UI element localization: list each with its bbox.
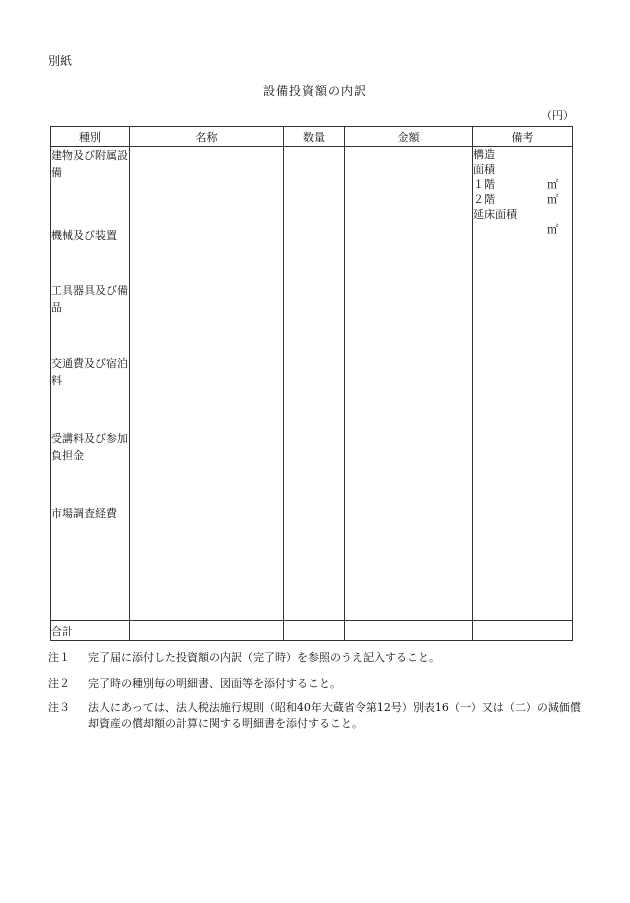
total-amount-cell xyxy=(345,621,473,641)
total-label: 合計 xyxy=(51,621,130,641)
amount-cell xyxy=(345,147,473,621)
document-title: 設備投資額の内訳 xyxy=(262,84,367,98)
total-name-cell xyxy=(130,621,284,641)
remarks-structure: 構造 xyxy=(473,148,495,161)
total-remarks-cell xyxy=(473,621,573,641)
table-body-row xyxy=(51,147,573,621)
note-2 xyxy=(48,676,588,692)
table-header-row xyxy=(51,127,573,147)
currency-unit: （円） xyxy=(541,109,574,122)
floor1-label: １階 xyxy=(473,178,495,191)
header-amount: 金額 xyxy=(345,127,473,147)
remarks-floor1 xyxy=(473,177,572,192)
quantity-cell xyxy=(284,147,345,621)
category-tools: 工具器具及び備品 xyxy=(51,284,128,314)
note-1-label: 注１ xyxy=(48,651,70,664)
investment-breakdown-table xyxy=(50,126,573,641)
note-1 xyxy=(48,650,588,666)
category-travel: 交通費及び宿泊料 xyxy=(51,357,128,387)
note-1-text: 完了届に添付した投資額の内訳（完了時）を参照のうえ記入すること。 xyxy=(88,651,440,664)
table-total-row xyxy=(51,621,573,641)
remarks-total-area-row xyxy=(473,222,572,237)
floor2-label: ２階 xyxy=(473,193,495,206)
category-buildings: 建物及び附属設備 xyxy=(51,149,128,179)
total-quantity-cell xyxy=(284,621,345,641)
floor1-unit: ㎡ xyxy=(547,178,558,191)
note-2-label: 注２ xyxy=(48,677,70,690)
header-type: 種別 xyxy=(51,127,130,147)
header-quantity: 数量 xyxy=(284,127,345,147)
remarks-cell xyxy=(473,147,573,621)
category-market-research: 市場調査経費 xyxy=(51,507,117,520)
total-area-unit: ㎡ xyxy=(547,223,558,236)
remarks-total-floor-area: 延床面積 xyxy=(473,208,517,221)
header-name: 名称 xyxy=(130,127,284,147)
header-remarks: 備考 xyxy=(473,127,573,147)
floor2-unit: ㎡ xyxy=(547,193,558,206)
note-3-text: 法人にあっては、法人税法施行規則（昭和40年大蔵省令第12号）別表16（一）又は（二）の減価償却資産の償却額の計算に関する明細書を添付すること。 xyxy=(88,701,581,730)
name-cell xyxy=(130,147,284,621)
category-tuition: 受講料及び参加負担金 xyxy=(51,432,128,462)
note-2-text: 完了時の種別毎の明細書、図面等を添付すること。 xyxy=(88,677,341,690)
attachment-label: 別紙 xyxy=(48,54,73,68)
remarks-area: 面積 xyxy=(473,163,495,176)
note-3 xyxy=(48,700,588,732)
remarks-floor2 xyxy=(473,192,572,207)
note-3-label: 注３ xyxy=(48,701,70,714)
category-machinery: 機械及び装置 xyxy=(51,229,117,242)
category-column xyxy=(51,147,130,621)
